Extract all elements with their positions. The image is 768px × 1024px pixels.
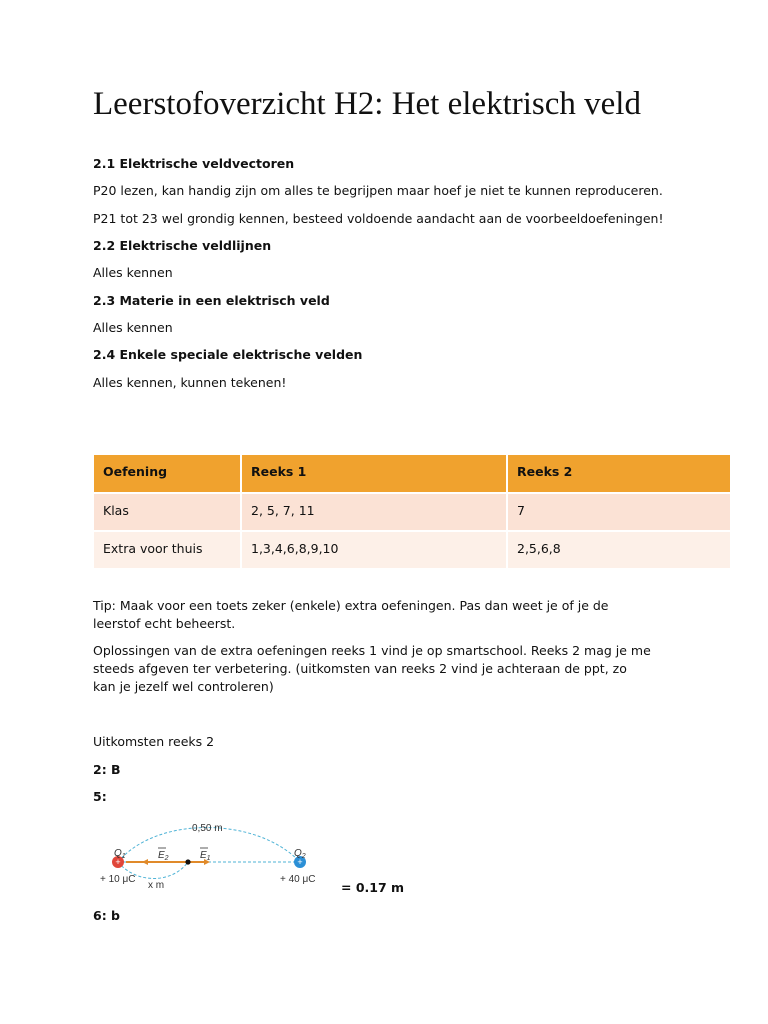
x-label: x m [148, 880, 165, 891]
e2-label: $E_2$ [158, 850, 169, 862]
results-heading: Uitkomsten reeks 2 [93, 734, 215, 749]
answer-5: 5: [93, 789, 107, 804]
table-cell: 2,5,6,8 [507, 531, 731, 569]
table-cell: 2, 5, 7, 11 [241, 493, 507, 531]
section-text: Alles kennen [93, 320, 173, 335]
tip-paragraph: Tip: Maak voor een toets zeker (enkele) extra oefeningen. Pas dan weet je of je de leerstof echt beheerst. [93, 598, 609, 631]
page-title: Leerstofoverzicht H2: Het elektrisch veld [93, 86, 641, 122]
table-cell: 7 [507, 493, 731, 531]
plus-sign: + [297, 857, 303, 867]
section-text: P21 tot 23 wel grondig kennen, besteed voldoende aandacht aan de voorbeeldoefeningen! [93, 211, 664, 226]
section-heading-2-2: 2.2 Elektrische veldlijnen [93, 238, 272, 253]
table-header-cell: Reeks 2 [507, 454, 731, 493]
table-cell: Extra voor thuis [93, 531, 241, 569]
q2-label: $Q_2$ [294, 848, 306, 860]
q1-charge-label: + 10 μC [100, 874, 136, 885]
point-p [185, 859, 190, 864]
answer-5-result: = 0.17 m [341, 880, 405, 895]
answer-6: 6: b [93, 908, 120, 923]
section-heading-2-3: 2.3 Materie in een elektrisch veld [93, 293, 330, 308]
table-cell: 1,3,4,6,8,9,10 [241, 531, 507, 569]
section-text: Alles kennen, kunnen tekenen! [93, 375, 287, 390]
e1-label: $E_1$ [200, 850, 211, 862]
distance-label: 0,50 m [192, 823, 223, 834]
section-heading-2-1: 2.1 Elektrische veldvectoren [93, 156, 295, 171]
section-text: P20 lezen, kan handig zijn om alles te begrijpen maar hoef je niet te kunnen reproduceren. [93, 183, 663, 198]
table-header-cell: Oefening [93, 454, 241, 493]
exercise-table [92, 453, 732, 570]
table-header-row [93, 454, 731, 493]
q1-label: $Q_1$ [114, 848, 126, 860]
section-heading-2-4: 2.4 Enkele speciale elektrische velden [93, 347, 363, 362]
table-row [93, 531, 731, 569]
charge-field-figure [96, 816, 336, 896]
solutions-paragraph: Oplossingen van de extra oefeningen reeks 1 vind je op smartschool. Reeks 2 mag je me steeds afgeven ter verbetering. (uitkomsten van reeks 2 vind je achteraan de ppt, zo kan je jezelf wel controleren) [93, 643, 651, 694]
answer-2: 2: B [93, 762, 121, 777]
table-row [93, 493, 731, 531]
table-header-cell: Reeks 1 [241, 454, 507, 493]
e2-arrowhead [142, 859, 148, 865]
q2-charge-label: + 40 μC [280, 874, 316, 885]
table-cell: Klas [93, 493, 241, 531]
plus-sign: + [115, 857, 121, 867]
section-text: Alles kennen [93, 265, 173, 280]
